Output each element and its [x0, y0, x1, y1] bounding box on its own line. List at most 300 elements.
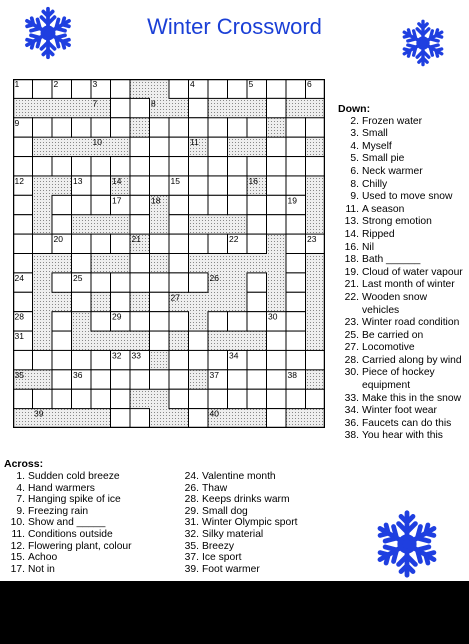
- grid-cell: [52, 157, 72, 176]
- grid-cell: [150, 234, 170, 253]
- grid-cell: [13, 215, 33, 234]
- clue-text: Keeps drinks warm: [202, 494, 290, 506]
- clue-item: [338, 342, 468, 355]
- grid-cell: [91, 312, 111, 331]
- clue-number: 38.: [344, 430, 359, 442]
- clue-number: 11.: [11, 528, 25, 540]
- clue-text: Carried along by wind: [362, 354, 462, 366]
- grid-cell: [13, 292, 33, 311]
- grid-cell: [228, 195, 248, 214]
- grid-cell: [111, 292, 131, 311]
- clue-item: [338, 355, 468, 368]
- grid-cell: [208, 157, 228, 176]
- clue-item: [338, 393, 468, 406]
- clue-text: Nil: [362, 241, 375, 253]
- grid-cell: [130, 409, 150, 428]
- grid-cell: [247, 195, 267, 214]
- crossword-grid: [13, 79, 325, 428]
- clue-item: [178, 517, 298, 529]
- grid-cell: [208, 137, 228, 156]
- grid-cell: [189, 350, 209, 369]
- grid-cell: [13, 254, 33, 273]
- grid-cell: [33, 79, 53, 98]
- grid-cell: [169, 254, 189, 273]
- grid-cell: [91, 370, 111, 389]
- grid-number: 16: [248, 175, 258, 186]
- clue-text: Not in: [28, 563, 55, 575]
- grid-number: 13: [73, 175, 83, 186]
- clue-text: Small: [362, 128, 388, 140]
- grid-cell: [52, 370, 72, 389]
- grid-number: 18: [151, 195, 161, 206]
- grid-cell: [286, 79, 306, 98]
- grid-cell: [247, 157, 267, 176]
- grid-cell: [130, 98, 150, 117]
- clue-text: Strong emotion: [362, 216, 432, 228]
- grid-number: 4: [190, 79, 195, 89]
- grid-number: 39: [34, 408, 44, 419]
- clue-number: 33.: [344, 392, 359, 404]
- clue-text: Make this in the snow: [362, 392, 462, 404]
- clue-number: 3.: [350, 128, 359, 140]
- grid-cell: [208, 118, 228, 137]
- clue-item: [178, 541, 298, 553]
- clue-number: 29.: [184, 505, 199, 517]
- clue-item: [4, 564, 132, 576]
- clue-item: [338, 166, 468, 179]
- grid-cell: [33, 118, 53, 137]
- grid-cell: [169, 389, 189, 408]
- clue-text: Be carried on: [362, 329, 424, 341]
- clue-number: 11.: [345, 203, 359, 215]
- grid-cell: [33, 350, 53, 369]
- grid-number: 34: [229, 350, 239, 361]
- grid-cell: [247, 312, 267, 331]
- grid-cell: [111, 409, 131, 428]
- grid-cell: [72, 254, 92, 273]
- grid-cell: [72, 79, 92, 98]
- clue-item: [178, 471, 298, 483]
- grid-number: 7: [92, 98, 98, 109]
- grid-cell: [150, 370, 170, 389]
- clue-item: [4, 529, 132, 541]
- clue-number: 35.: [184, 540, 199, 552]
- clue-number: 23.: [344, 317, 359, 329]
- clue-text: Locomotive: [362, 342, 415, 354]
- grid-cell: [208, 195, 228, 214]
- grid-cell: [33, 234, 53, 253]
- grid-cell: [208, 350, 228, 369]
- grid-number: 14: [112, 175, 122, 186]
- grid-cell: [33, 157, 53, 176]
- grid-cell: [247, 350, 267, 369]
- grid-number: 11: [190, 137, 199, 148]
- grid-cell: [72, 234, 92, 253]
- grid-cell: [111, 370, 131, 389]
- clue-text: Small pie: [362, 153, 405, 165]
- grid-cell: [286, 157, 306, 176]
- grid-cell: [52, 389, 72, 408]
- grid-cell: [111, 273, 131, 292]
- grid-cell: [267, 370, 287, 389]
- grid-number: 10: [92, 137, 102, 148]
- grid-cell: [150, 331, 170, 350]
- clue-item: [338, 216, 468, 229]
- page-title: Winter Crossword: [147, 14, 322, 39]
- grid-cell: [286, 215, 306, 234]
- grid-cell: [91, 118, 111, 137]
- clue-text: A season: [362, 203, 405, 215]
- grid-cell: [247, 234, 267, 253]
- clue-number: 6.: [350, 165, 359, 177]
- grid-cell: [228, 312, 248, 331]
- clue-number: 30.: [344, 367, 359, 379]
- clue-text: Used to move snow: [362, 191, 453, 203]
- grid-cell: [150, 312, 170, 331]
- grid-cell: [111, 79, 131, 98]
- grid-cell: [72, 157, 92, 176]
- grid-cell: [150, 292, 170, 311]
- clue-item: [338, 317, 468, 330]
- clue-item: [338, 405, 468, 418]
- grid-cell: [228, 157, 248, 176]
- grid-cell: [247, 273, 267, 292]
- snowflake-icon: [368, 508, 446, 580]
- clue-item: [338, 267, 468, 280]
- clue-item: [338, 292, 468, 305]
- clue-item: [338, 242, 468, 255]
- grid-cell: [267, 176, 287, 195]
- grid-cell: [267, 79, 287, 98]
- clue-number: 4.: [16, 482, 25, 494]
- grid-cell: [91, 273, 111, 292]
- across-clues: [4, 458, 364, 575]
- grid-cell: [286, 389, 306, 408]
- clue-text: Myself: [362, 140, 392, 152]
- clue-item: [338, 367, 468, 380]
- clue-text: Winter foot wear: [362, 405, 437, 417]
- clue-item: [178, 529, 298, 541]
- clue-number: 31.: [184, 517, 199, 529]
- clue-number: 18.: [344, 254, 359, 266]
- grid-cell: [13, 157, 33, 176]
- grid-cell: [306, 350, 326, 369]
- grid-cell: [208, 389, 228, 408]
- clue-text: Hand warmers: [28, 482, 95, 494]
- grid-cell: [189, 409, 209, 428]
- clue-number: 28.: [184, 494, 199, 506]
- clue-item: [338, 430, 468, 443]
- grid-cell: [111, 118, 131, 137]
- grid-cell: [228, 176, 248, 195]
- grid-cell: [130, 254, 150, 273]
- grid-cell: [286, 254, 306, 273]
- clue-number: 7.: [16, 494, 25, 506]
- grid-cell: [247, 389, 267, 408]
- grid-cell: [189, 273, 209, 292]
- clue-number: 16.: [344, 241, 359, 253]
- clue-item: [178, 564, 298, 576]
- clue-item: [338, 305, 468, 318]
- grid-cell: [189, 234, 209, 253]
- grid-cell: [91, 389, 111, 408]
- grid-cell: [72, 195, 92, 214]
- grid-cell: [286, 273, 306, 292]
- grid-number: 40: [209, 408, 219, 419]
- grid-cell: [150, 273, 170, 292]
- grid-number: 22: [229, 234, 239, 245]
- clue-number: 28.: [344, 354, 359, 366]
- clue-number: 22.: [344, 291, 359, 303]
- grid-number: 29: [112, 311, 122, 322]
- grid-cell: [91, 195, 111, 214]
- clue-number: 5.: [350, 153, 359, 165]
- grid-number: 3: [92, 79, 98, 89]
- grid-cell: [208, 234, 228, 253]
- grid-cell: [267, 215, 287, 234]
- clue-text: Conditions outside: [28, 528, 113, 540]
- grid-cell: [286, 234, 306, 253]
- grid-cell: [13, 234, 33, 253]
- clue-item: [4, 494, 132, 506]
- clue-text: Valentine month: [202, 471, 276, 482]
- down-heading: Down:: [338, 103, 371, 115]
- clue-text: Small dog: [202, 505, 248, 517]
- grid-cell: [169, 195, 189, 214]
- grid-cell: [13, 195, 33, 214]
- clue-text: Winter Olympic sport: [202, 517, 298, 529]
- grid-cell: [286, 312, 306, 331]
- clue-item: [4, 483, 132, 495]
- grid-number: 19: [287, 195, 297, 206]
- grid-cell: [247, 118, 267, 137]
- clue-item: [338, 128, 468, 141]
- clue-item: [178, 494, 298, 506]
- grid-cell: [52, 350, 72, 369]
- clue-text: Breezy: [202, 540, 235, 552]
- clue-number: 10.: [10, 517, 25, 529]
- clue-text: Show and _____: [28, 517, 106, 529]
- grid-cell: [228, 389, 248, 408]
- grid-cell: [228, 118, 248, 137]
- grid-cell: [169, 157, 189, 176]
- grid-cell: [130, 273, 150, 292]
- grid-cell: [52, 273, 72, 292]
- clue-item: [338, 254, 468, 267]
- grid-cell: [189, 195, 209, 214]
- clue-text: Chilly: [362, 178, 388, 190]
- grid-cell: [267, 98, 287, 117]
- clue-text: Silky material: [202, 528, 264, 540]
- grid-cell: [130, 176, 150, 195]
- grid-number: 33: [131, 350, 141, 361]
- clue-number: 1.: [16, 471, 25, 482]
- grid-cell: [111, 157, 131, 176]
- clue-number: 25.: [344, 329, 359, 341]
- clue-item: [338, 179, 468, 192]
- grid-cell: [267, 137, 287, 156]
- grid-cell: [91, 157, 111, 176]
- grid-cell: [130, 157, 150, 176]
- clue-number: 8.: [350, 178, 359, 190]
- grid-cell: [52, 215, 72, 234]
- clue-item: [338, 116, 468, 129]
- grid-cell: [150, 137, 170, 156]
- clue-item: [178, 552, 298, 564]
- grid-cell: [286, 137, 306, 156]
- grid-cell: [150, 118, 170, 137]
- grid-number: 38: [287, 369, 297, 380]
- grid-cell: [52, 118, 72, 137]
- clue-item: [338, 380, 468, 393]
- grid-cell: [72, 118, 92, 137]
- clue-number: 4.: [350, 140, 359, 152]
- grid-cell: [150, 157, 170, 176]
- clue-text: Achoo: [28, 552, 58, 564]
- clue-item: [4, 471, 132, 483]
- clue-number: 12.: [10, 540, 25, 552]
- clue-number: 32.: [184, 528, 199, 540]
- grid-cell: [306, 118, 326, 137]
- clue-text: Neck warmer: [362, 165, 423, 177]
- grid-number: 26: [209, 272, 219, 283]
- grid-number: 20: [53, 234, 63, 245]
- grid-cell: [247, 370, 267, 389]
- grid-cell: [286, 176, 306, 195]
- clue-number: 26.: [184, 482, 199, 494]
- clue-item: [338, 330, 468, 343]
- grid-cell: [189, 331, 209, 350]
- clue-item: [338, 279, 468, 292]
- grid-number: 31: [14, 331, 24, 342]
- snowflake-icon: [398, 18, 448, 68]
- grid-number: 32: [112, 350, 122, 361]
- clue-text: You hear with this: [362, 430, 443, 442]
- grid-number: 21: [131, 234, 141, 245]
- grid-cell: [247, 292, 267, 311]
- grid-cell: [52, 312, 72, 331]
- grid-cell: [267, 195, 287, 214]
- clue-text: vehicles: [362, 304, 400, 316]
- clue-number: 36.: [344, 417, 359, 429]
- clue-number: 9.: [350, 191, 359, 203]
- grid-cell: [111, 389, 131, 408]
- grid-number: 30: [268, 311, 278, 322]
- grid-cell: [111, 98, 131, 117]
- grid-cell: [130, 215, 150, 234]
- grid-cell: [208, 79, 228, 98]
- clue-number: 2.: [350, 115, 359, 127]
- clue-number: 24.: [184, 471, 199, 482]
- clue-number: 19.: [344, 266, 359, 278]
- grid-cell: [72, 292, 92, 311]
- grid-cell: [13, 137, 33, 156]
- grid-cell: [169, 370, 189, 389]
- grid-number: 37: [209, 369, 219, 380]
- grid-cell: [267, 350, 287, 369]
- grid-cell: [189, 176, 209, 195]
- clue-item: [338, 229, 468, 242]
- snowflake-icon: [20, 5, 76, 61]
- grid-number: 28: [14, 311, 24, 322]
- clue-number: 27.: [344, 342, 359, 354]
- clue-item: [338, 191, 468, 204]
- grid-cell: [169, 79, 189, 98]
- clue-item: [178, 506, 298, 518]
- clue-number: 14.: [344, 228, 359, 240]
- clue-text: Sudden cold breeze: [28, 471, 120, 482]
- clue-number: 39.: [184, 563, 199, 575]
- clue-text: Winter road condition: [362, 317, 460, 329]
- grid-cell: [130, 370, 150, 389]
- grid-number: 5: [248, 79, 254, 89]
- clue-item: [338, 141, 468, 154]
- grid-number: 1: [14, 79, 20, 89]
- grid-number: 17: [112, 195, 122, 206]
- clue-text: Frozen water: [362, 115, 423, 127]
- clue-item: [338, 204, 468, 217]
- grid-cell: [286, 292, 306, 311]
- clue-text: Foot warmer: [202, 563, 260, 575]
- down-clues: [338, 103, 468, 443]
- grid-cell: [169, 273, 189, 292]
- grid-cell: [13, 350, 33, 369]
- clue-text: Ripped: [362, 228, 395, 240]
- clue-item: [4, 506, 132, 518]
- grid-number: 2: [53, 79, 59, 89]
- grid-cell: [52, 331, 72, 350]
- clue-item: [178, 483, 298, 495]
- grid-cell: [228, 370, 248, 389]
- grid-cell: [306, 157, 326, 176]
- grid-cell: [247, 215, 267, 234]
- grid-cell: [169, 137, 189, 156]
- grid-cell: [267, 409, 287, 428]
- clue-text: Thaw: [202, 482, 228, 494]
- grid-cell: [228, 79, 248, 98]
- clue-text: Faucets can do this: [362, 417, 452, 429]
- grid-number: 15: [170, 175, 180, 186]
- clue-item: [338, 418, 468, 431]
- grid-cell: [189, 118, 209, 137]
- bottom-black-bar: [0, 581, 469, 644]
- clue-item: [4, 541, 132, 553]
- grid-cell: [169, 215, 189, 234]
- grid-cell: [169, 312, 189, 331]
- grid-cell: [208, 312, 228, 331]
- grid-cell: [91, 350, 111, 369]
- clue-text: Piece of hockey: [362, 367, 435, 379]
- grid-cell: [189, 98, 209, 117]
- grid-cell: [130, 195, 150, 214]
- grid-cell: [306, 389, 326, 408]
- grid-number: 12: [14, 175, 24, 186]
- grid-cell: [169, 234, 189, 253]
- grid-cell: [267, 157, 287, 176]
- grid-number: 23: [307, 234, 317, 245]
- clue-number: 37.: [184, 552, 199, 564]
- clue-item: [4, 552, 132, 564]
- grid-number: 27: [170, 292, 180, 303]
- clue-number: 21.: [344, 279, 359, 291]
- clue-item: [338, 153, 468, 166]
- grid-number: 24: [14, 272, 24, 283]
- grid-cell: [52, 195, 72, 214]
- grid-cell: [189, 157, 209, 176]
- clue-number: 34.: [344, 405, 359, 417]
- grid-cell: [189, 389, 209, 408]
- clue-text: Bath ______: [362, 254, 421, 266]
